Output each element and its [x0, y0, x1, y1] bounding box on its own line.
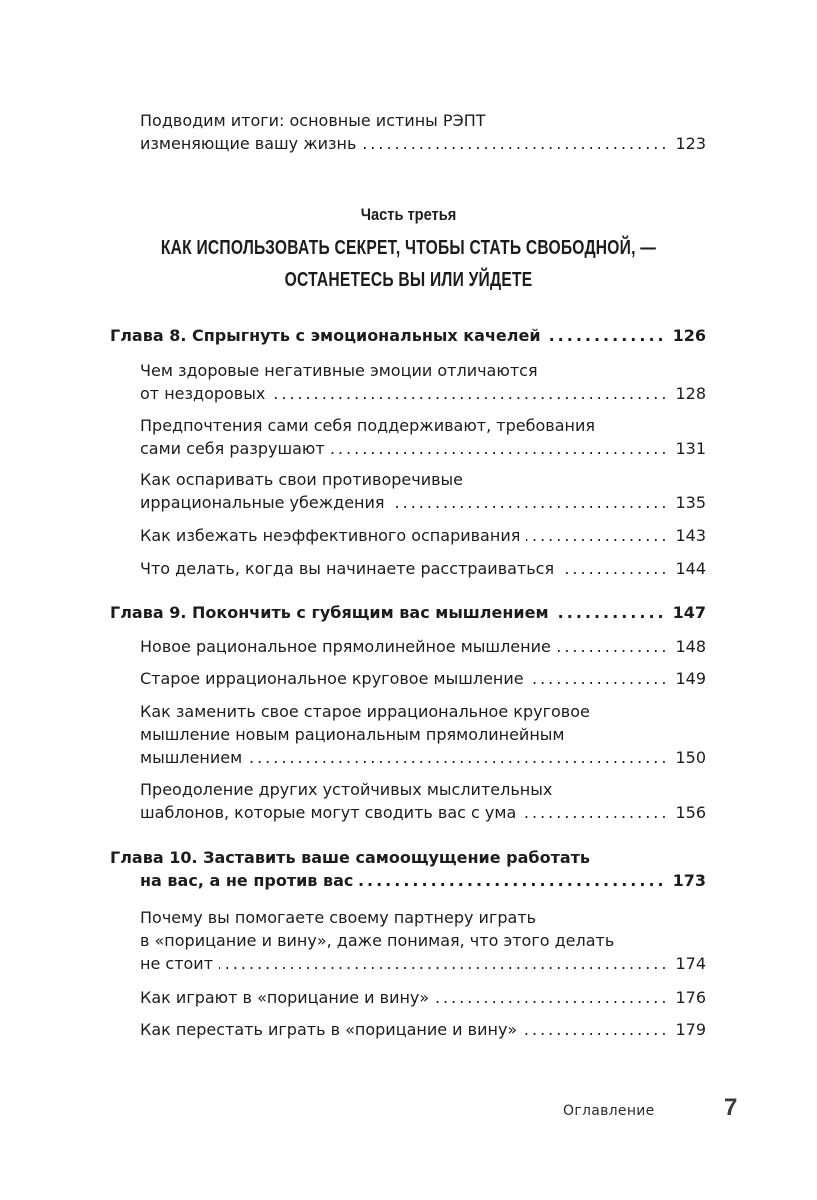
page-number: 147: [672, 603, 706, 622]
toc-chapter-8[interactable]: [110, 324, 706, 347]
page-number: 148: [675, 637, 706, 656]
page-number: 173: [672, 871, 706, 890]
entry-line: Преодоление других устойчивых мыслительных: [140, 780, 553, 799]
page-number: 176: [675, 988, 706, 1007]
part-label: Часть третья: [360, 205, 457, 224]
toc-entry[interactable]: [140, 667, 706, 690]
entry-line: мышлением: [140, 748, 243, 767]
page-number: 174: [675, 954, 706, 973]
entry-line: Как заменить свое старое иррациональное круговое: [140, 702, 590, 721]
dot-leader: [331, 437, 670, 460]
entry-line: иррациональные убеждения: [140, 493, 385, 512]
entry-line: от нездоровых: [140, 384, 266, 403]
entry-line: мышление новым рациональным прямолинейным: [140, 725, 565, 744]
entry-line: Чем здоровые негативные эмоции отличаются: [140, 361, 538, 380]
page-number: 156: [675, 803, 706, 822]
chapter-title: Глава 9. Покончить с губящим вас мышлением: [110, 603, 549, 622]
toc-entry[interactable]: [140, 778, 706, 824]
part-title-line: КАК ИСПОЛЬЗОВАТЬ СЕКРЕТ, ЧТОБЫ СТАТЬ СВОБОДНОЙ, —: [160, 237, 657, 259]
toc-entry[interactable]: [140, 557, 706, 580]
page-number: 143: [675, 526, 706, 545]
page-number: 128: [675, 384, 706, 403]
folio-page-number: 7: [724, 1094, 738, 1121]
page-number: 126: [672, 326, 706, 345]
entry-line: изменяющие вашу жизнь: [140, 134, 357, 153]
part-title: [90, 232, 727, 296]
page-number: 179: [675, 1020, 706, 1039]
toc-entry[interactable]: [140, 986, 706, 1009]
part-title-line: ОСТАНЕТЕСЬ ВЫ ИЛИ УЙДЕТЕ: [284, 269, 533, 291]
dot-leader: [359, 869, 666, 892]
entry-line: Новое рациональное прямолинейное мышление: [140, 637, 551, 656]
toc-entry[interactable]: [140, 1018, 706, 1041]
toc-entry[interactable]: [140, 906, 706, 975]
dot-leader: [522, 801, 669, 824]
entry-line: Как перестать играть в «порицание и вину»: [140, 1020, 518, 1039]
entry-line: Подводим итоги: основные истины РЭПТ: [140, 111, 486, 130]
chapter-title: на вас, а не против вас: [140, 871, 354, 890]
dot-leader: [526, 524, 669, 547]
dot-leader: [557, 635, 670, 658]
page-number: 135: [675, 493, 706, 512]
page-number: 144: [675, 559, 706, 578]
dot-leader: [219, 952, 669, 975]
toc-entry[interactable]: [140, 635, 706, 658]
toc-entry[interactable]: [140, 524, 706, 547]
entry-line: Как играют в «порицание и вину»: [140, 988, 430, 1007]
chapter-title: Глава 10. Заставить ваше самоощущение работать: [110, 848, 591, 867]
entry-line: шаблонов, которые могут сводить вас с ума: [140, 803, 517, 822]
page-number: 131: [675, 439, 706, 458]
dot-leader: [435, 986, 669, 1009]
toc-chapter-10[interactable]: [110, 846, 706, 892]
dot-leader: [248, 746, 669, 769]
dot-leader: [523, 1018, 669, 1041]
page-number: 149: [675, 669, 706, 688]
entry-line: Почему вы помогаете своему партнеру играть: [140, 908, 537, 927]
dot-leader: [271, 382, 669, 405]
dot-leader: [530, 667, 670, 690]
dot-leader: [560, 557, 669, 580]
toc-entry[interactable]: [140, 414, 706, 460]
dot-leader: [555, 601, 667, 624]
page-number: 150: [675, 748, 706, 767]
entry-line: сами себя разрушают: [140, 439, 325, 458]
chapter-title: Глава 8. Спрыгнуть с эмоциональных качелей: [110, 326, 541, 345]
page-number: 123: [675, 134, 706, 153]
entry-line: Что делать, когда вы начинаете расстраиваться: [140, 559, 555, 578]
dot-leader: [547, 324, 667, 347]
toc-entry[interactable]: [140, 700, 706, 769]
dot-leader: [391, 491, 670, 514]
toc-chapter-9[interactable]: [110, 601, 706, 624]
entry-line: Старое иррациональное круговое мышление: [140, 669, 524, 688]
running-footer-section: Оглавление: [563, 1103, 655, 1119]
toc-entry[interactable]: [140, 359, 706, 405]
dot-leader: [362, 132, 669, 155]
entry-line: Как избежать неэффективного оспаривания: [140, 526, 521, 545]
toc-entry-summary[interactable]: [140, 109, 706, 155]
entry-line: Предпочтения сами себя поддерживают, требования: [140, 416, 595, 435]
entry-line: в «порицание и вину», даже понимая, что этого делать: [140, 931, 615, 950]
toc-entry[interactable]: [140, 468, 706, 514]
entry-line: Как оспаривать свои противоречивые: [140, 470, 463, 489]
entry-line: не стоит: [140, 954, 214, 973]
